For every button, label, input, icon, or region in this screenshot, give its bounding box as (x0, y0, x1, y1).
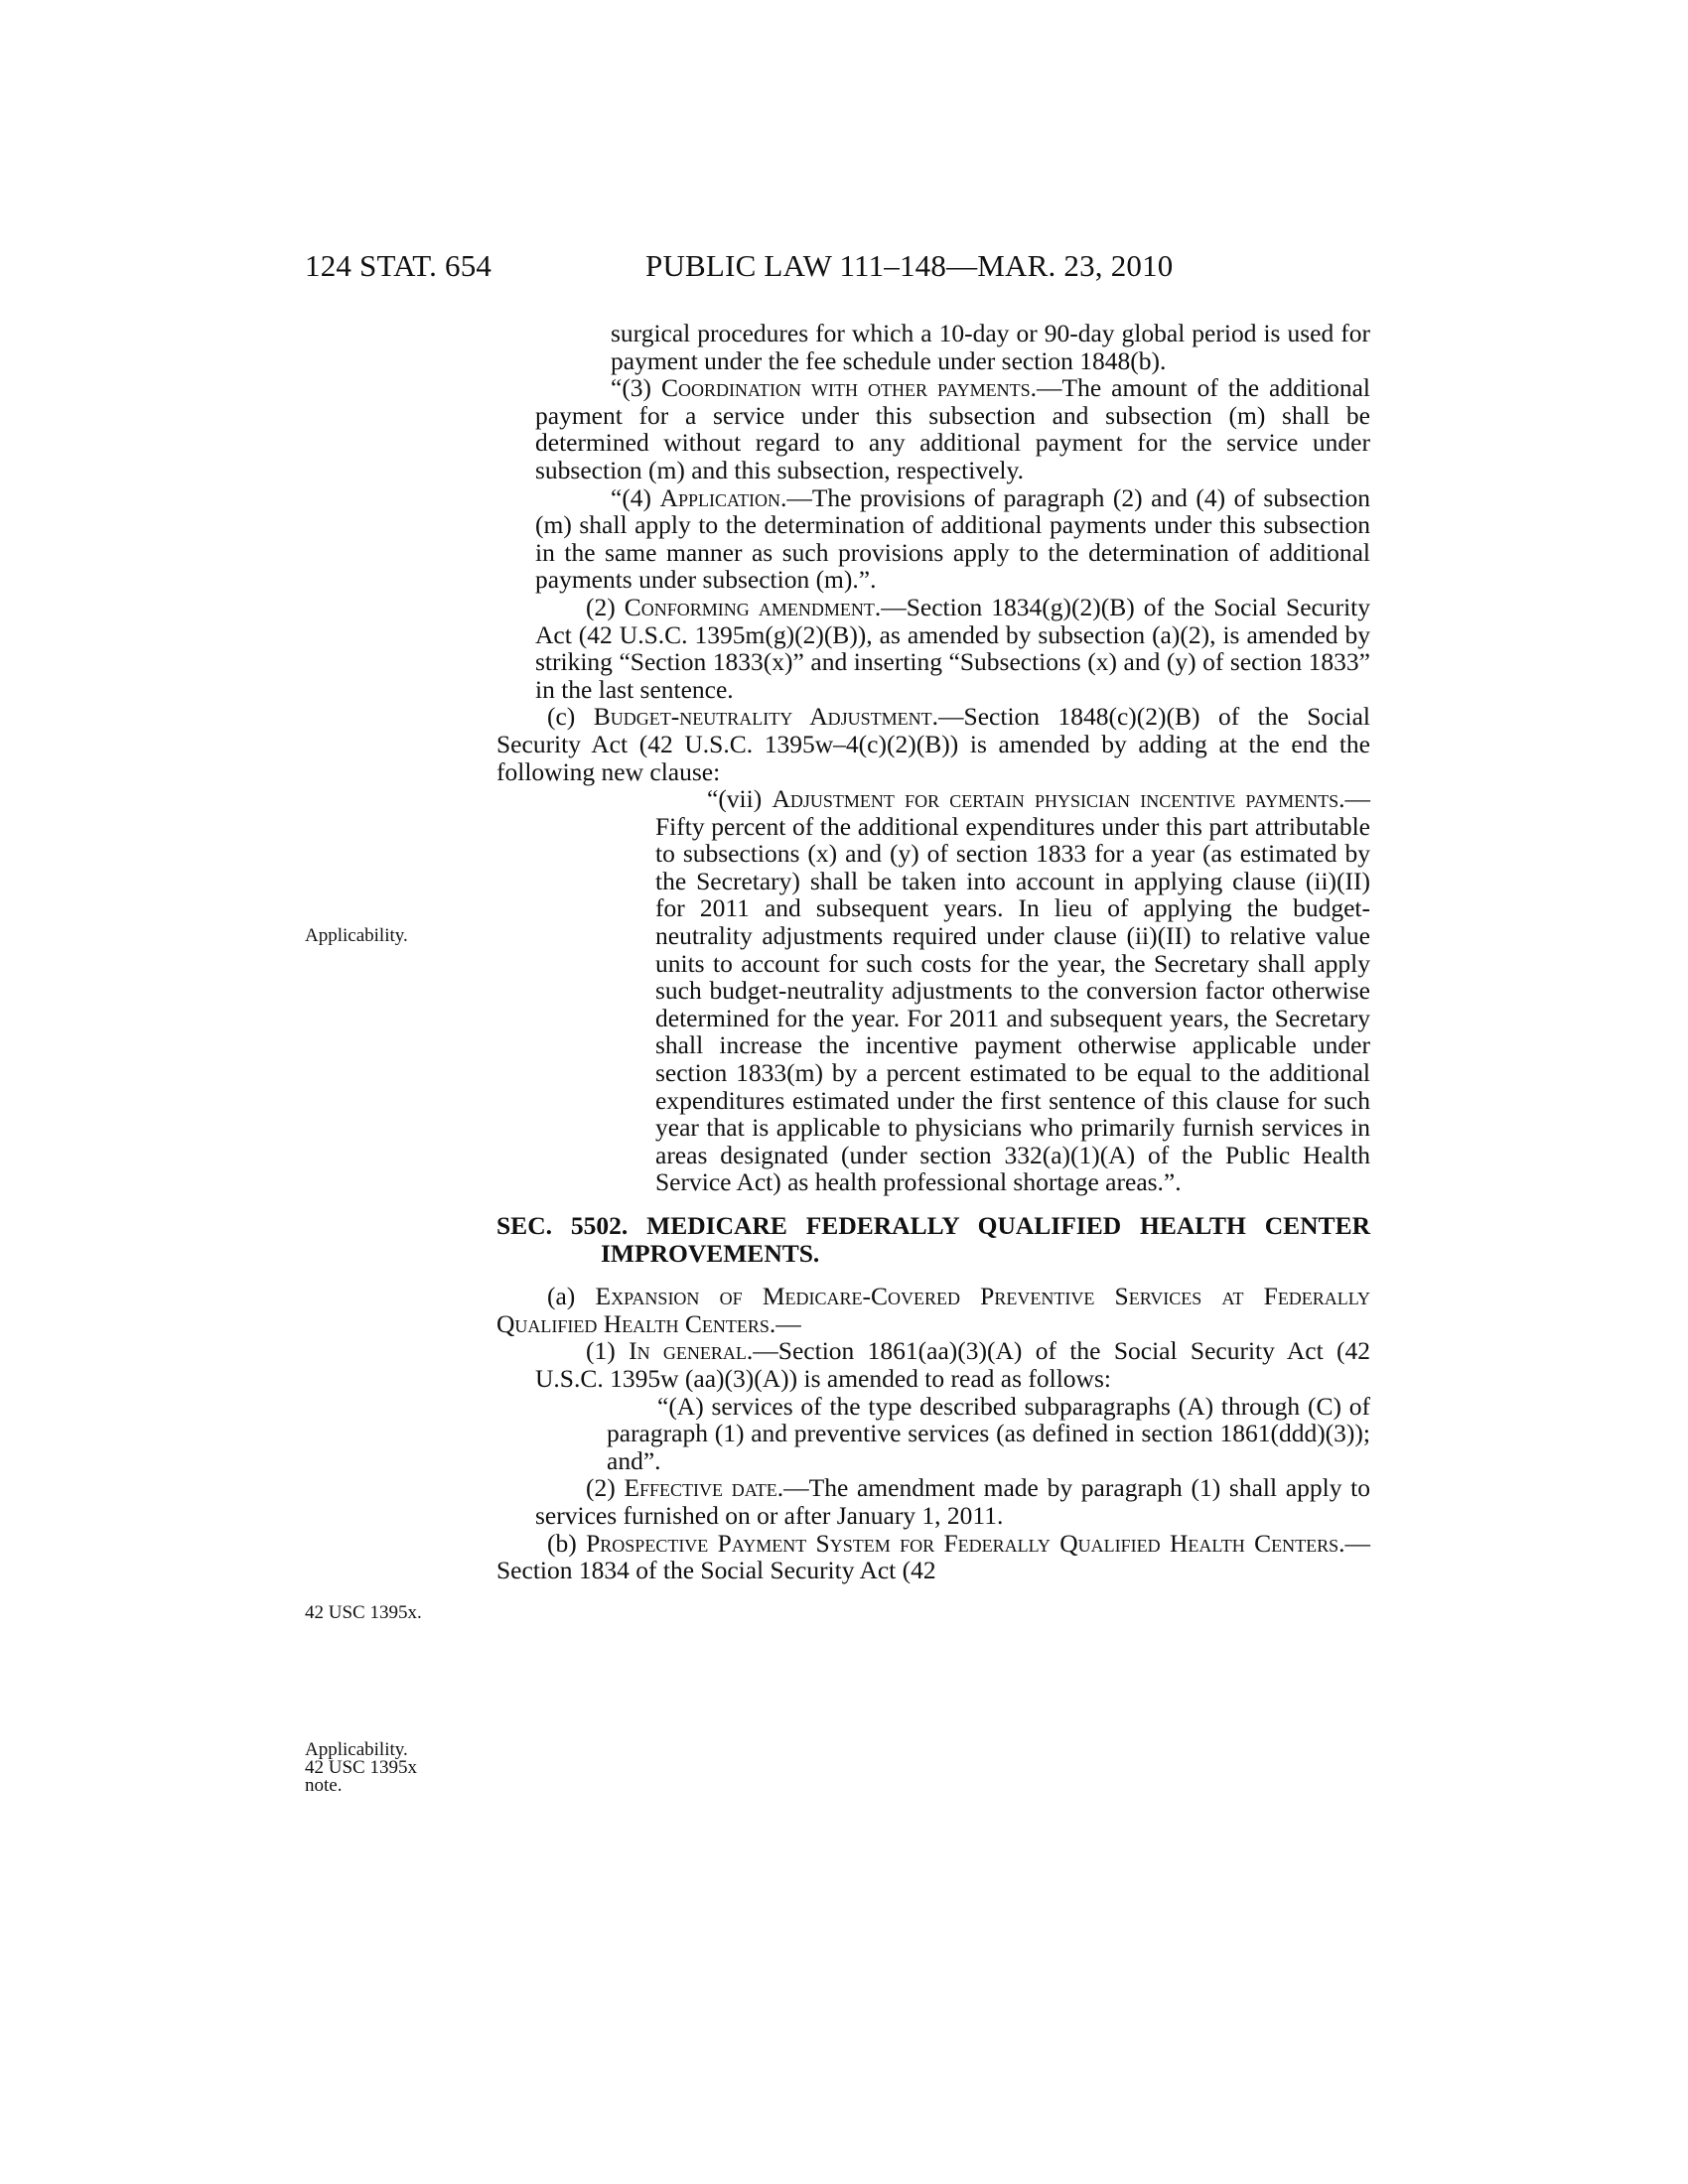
paragraph-expansion: (a) Expansion of Medicare-Covered Preventive Services at Federally Qualified Health Centers.— (496, 1282, 1370, 1338)
main-text-column (496, 320, 1370, 1584)
margin-note-applicability: Applicability. (305, 925, 408, 946)
paragraph-effective-date: (2) Effective date.—The amendment made by paragraph (1) shall apply to services furnished on or after January 1, 2011. (535, 1473, 1370, 1530)
law-title: PUBLIC LAW 111–148—MAR. 23, 2010 (645, 248, 1174, 283)
paragraph-in-general: (1) In general.—Section 1861(aa)(3)(A) of the Social Security Act (42 U.S.C. 1395w (aa)(3)(A)) is amended to read as follows: (535, 1336, 1370, 1393)
margin-note-applicability-usc: Applicability. 42 USC 1395x note. (305, 1739, 417, 1796)
paragraph-conforming-amendment: (2) Conforming amendment.—Section 1834(g)(2)(B) of the Social Security Act (42 U.S.C. 1395m(g)(2)(B)), as amended by subsection (a)(2), is amended by striking “Section 1833(x)” and inserting “Subsections (x) and (y) of section 1833” in the last sentence. (535, 592, 1370, 704)
paragraph-coordination: “(3) Coordination with other payments.—The amount of the additional payment for a service under this subsection and subsection (m) shall be determined without regard to any additional payment for the service under subsection (m) and this subsection, respectively. (535, 373, 1370, 484)
paragraph-prospective-payment: (b) Prospective Payment System for Federally Qualified Health Centers.—Section 1834 of the Social Security Act (42 (496, 1528, 1371, 1585)
stat-reference: 124 STAT. 654 (305, 248, 492, 283)
paragraph-application: “(4) Application.—The provisions of paragraph (2) and (4) of subsection (m) shall apply to the determination of additional payments under this subsection in the same manner as such provisions apply to the determination of additional payments under subsection (m).”. (535, 482, 1370, 595)
paragraph-quoted-a: “(A) services of the type described subparagraphs (A) through (C) of paragraph (1) and preventive services (as defined in section 1861(ddd)(3)); and”. (607, 1391, 1370, 1475)
section-heading: SEC. 5502. MEDICARE FEDERALLY QUALIFIED HEALTH CENTER IMPROVEMENTS. (496, 1211, 1370, 1268)
paragraph-clause-vii: “(vii) Adjustment for certain physician incentive payments.—Fifty percent of the additional expenditures under this part attributable to subsections (x) and (y) of section 1833 for a year (as estimated by the Secretary) shall be taken into account in applying clause (ii)(II) for 2011 and subsequent years. In lieu of applying the budget-neutrality adjustments required under clause (ii)(II) to relative value units to account for such costs for the year, the Secretary shall apply such budget-neutrality adjustments to the conversion factor otherwise determined for the year. For 2011 and subsequent years, the Secretary shall increase the incentive payment otherwise applicable under section 1833(m) by a percent estimated to be equal to the additional expenditures estimated under the first sentence of this clause for such year that is applicable to physicians who primarily furnish services in areas designated (under section 332(a)(1)(A) of the Public Health Service Act) as health professional shortage areas.”. (655, 784, 1370, 1197)
paragraph-continuation: surgical procedures for which a 10-day or 90-day global period is used for payment under the fee schedule under section 1848(b). (611, 319, 1370, 375)
margin-note-usc: 42 USC 1395x. (305, 1602, 422, 1623)
paragraph-budget-neutrality: (c) Budget-neutrality Adjustment.—Section 1848(c)(2)(B) of the Social Security Act (42 U.S.C. 1395w–4(c)(2)(B)) is amended by adding at the end the following new clause: (496, 702, 1370, 786)
